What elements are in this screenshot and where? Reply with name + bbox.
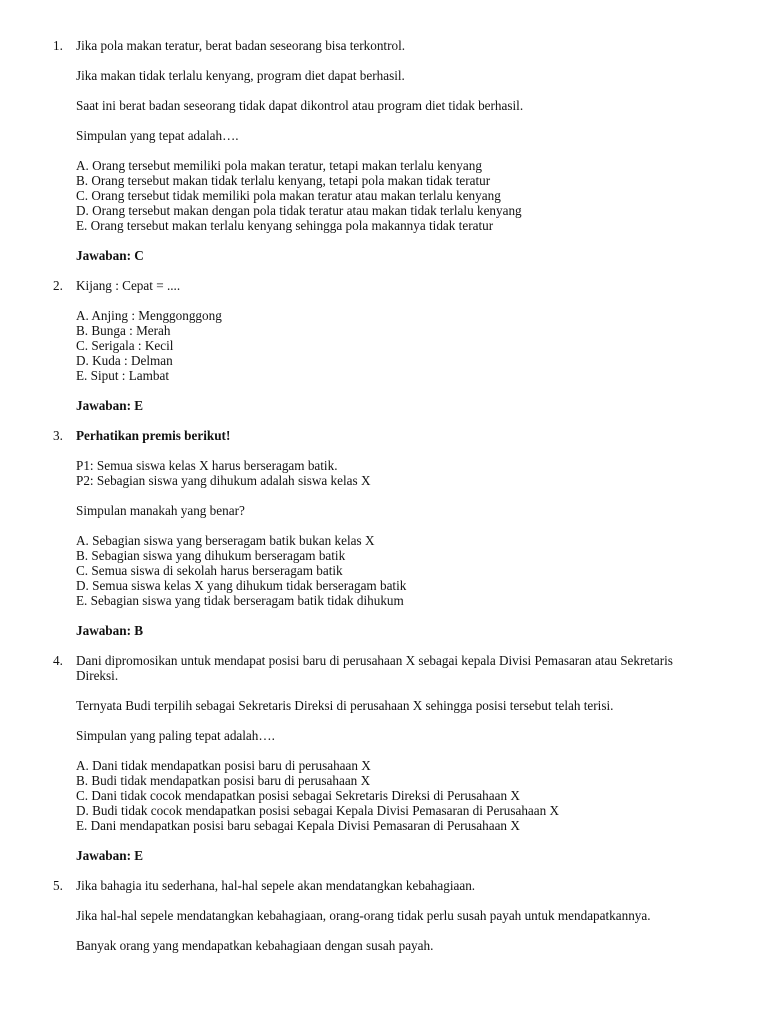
option-e: E. Dani mendapatkan posisi baru sebagai Kepala Divisi Pemasaran di Perusahaan X (76, 818, 520, 833)
premise-2: Jika hal-hal sepele mendatangkan kebahagiaan, orang-orang tidak perlu susah payah untuk mendapatkannya. (76, 908, 651, 923)
option-e: E. Sebagian siswa yang tidak berseragam batik tidak dihukum (76, 593, 404, 608)
question-number: 5. (53, 878, 63, 893)
question-prompt: Simpulan yang tepat adalah…. (76, 128, 239, 143)
question-number: 3. (53, 428, 63, 443)
option-d: D. Kuda : Delman (76, 353, 173, 368)
option-d: D. Budi tidak cocok mendapatkan posisi sebagai Kepala Divisi Pemasaran di Perusahaan X (76, 803, 560, 818)
answer-key: Jawaban: E (76, 848, 144, 863)
premise-3: Saat ini berat badan seseorang tidak dapat dikontrol atau program diet tidak berhasil. (76, 98, 524, 113)
answer-key: Jawaban: E (76, 398, 144, 413)
premise-1: Dani dipromosikan untuk mendapat posisi baru di perusahaan X sebagai kepala Divisi Pemasaran atau Sekretaris Direksi. (76, 653, 673, 683)
premise-1: P1: Semua siswa kelas X harus berseragam batik. (76, 458, 338, 473)
options-list (76, 308, 708, 383)
question-5 (0, 878, 768, 953)
option-c: C. Orang tersebut tidak memiliki pola makan teratur atau makan terlalu kenyang (76, 188, 501, 203)
question-3 (0, 428, 768, 638)
answer-key: Jawaban: C (76, 248, 144, 263)
option-b: B. Budi tidak mendapatkan posisi baru di perusahaan X (76, 773, 371, 788)
option-a: A. Orang tersebut memiliki pola makan teratur, tetapi makan terlalu kenyang (76, 158, 482, 173)
option-d: D. Orang tersebut makan dengan pola tidak teratur atau makan tidak terlalu kenyang (76, 203, 522, 218)
option-e: E. Orang tersebut makan terlalu kenyang sehingga pola makannya tidak teratur (76, 218, 494, 233)
question-4 (0, 653, 768, 863)
option-a: A. Dani tidak mendapatkan posisi baru di perusahaan X (76, 758, 371, 773)
premise-3: Banyak orang yang mendapatkan kebahagiaan dengan susah payah. (76, 938, 434, 953)
premise-1: Jika bahagia itu sederhana, hal-hal sepele akan mendatangkan kebahagiaan. (76, 878, 476, 893)
premise-2: P2: Sebagian siswa yang dihukum adalah siswa kelas X (76, 473, 371, 488)
premise-2: Jika makan tidak terlalu kenyang, program diet dapat berhasil. (76, 68, 405, 83)
option-c: C. Semua siswa di sekolah harus berseragam batik (76, 563, 343, 578)
answer-key: Jawaban: B (76, 623, 144, 638)
question-number: 2. (53, 278, 63, 293)
premise-2: Ternyata Budi terpilih sebagai Sekretaris Direksi di perusahaan X sehingga posisi tersebut telah terisi. (76, 698, 614, 713)
question-prompt: Simpulan manakah yang benar? (76, 503, 245, 518)
question-stem: Kijang : Cepat = .... (76, 278, 181, 293)
question-heading: Perhatikan premis berikut! (76, 428, 231, 443)
options-list (76, 758, 708, 833)
option-b: B. Bunga : Merah (76, 323, 171, 338)
option-c: C. Serigala : Kecil (76, 338, 174, 353)
premise-1: Jika pola makan teratur, berat badan seseorang bisa terkontrol. (76, 38, 406, 53)
option-a: A. Sebagian siswa yang berseragam batik bukan kelas X (76, 533, 375, 548)
document-body (0, 38, 768, 953)
options-list (76, 158, 708, 233)
question-number: 4. (53, 653, 63, 668)
option-c: C. Dani tidak cocok mendapatkan posisi sebagai Sekretaris Direksi di Perusahaan X (76, 788, 520, 803)
option-e: E. Siput : Lambat (76, 368, 170, 383)
question-prompt: Simpulan yang paling tepat adalah…. (76, 728, 275, 743)
options-list (76, 533, 708, 608)
question-1 (0, 38, 768, 263)
option-b: B. Sebagian siswa yang dihukum berseragam batik (76, 548, 346, 563)
question-number: 1. (53, 38, 63, 53)
question-2 (0, 278, 768, 413)
option-d: D. Semua siswa kelas X yang dihukum tidak berseragam batik (76, 578, 407, 593)
option-b: B. Orang tersebut makan tidak terlalu kenyang, tetapi pola makan tidak teratur (76, 173, 491, 188)
option-a: A. Anjing : Menggonggong (76, 308, 222, 323)
